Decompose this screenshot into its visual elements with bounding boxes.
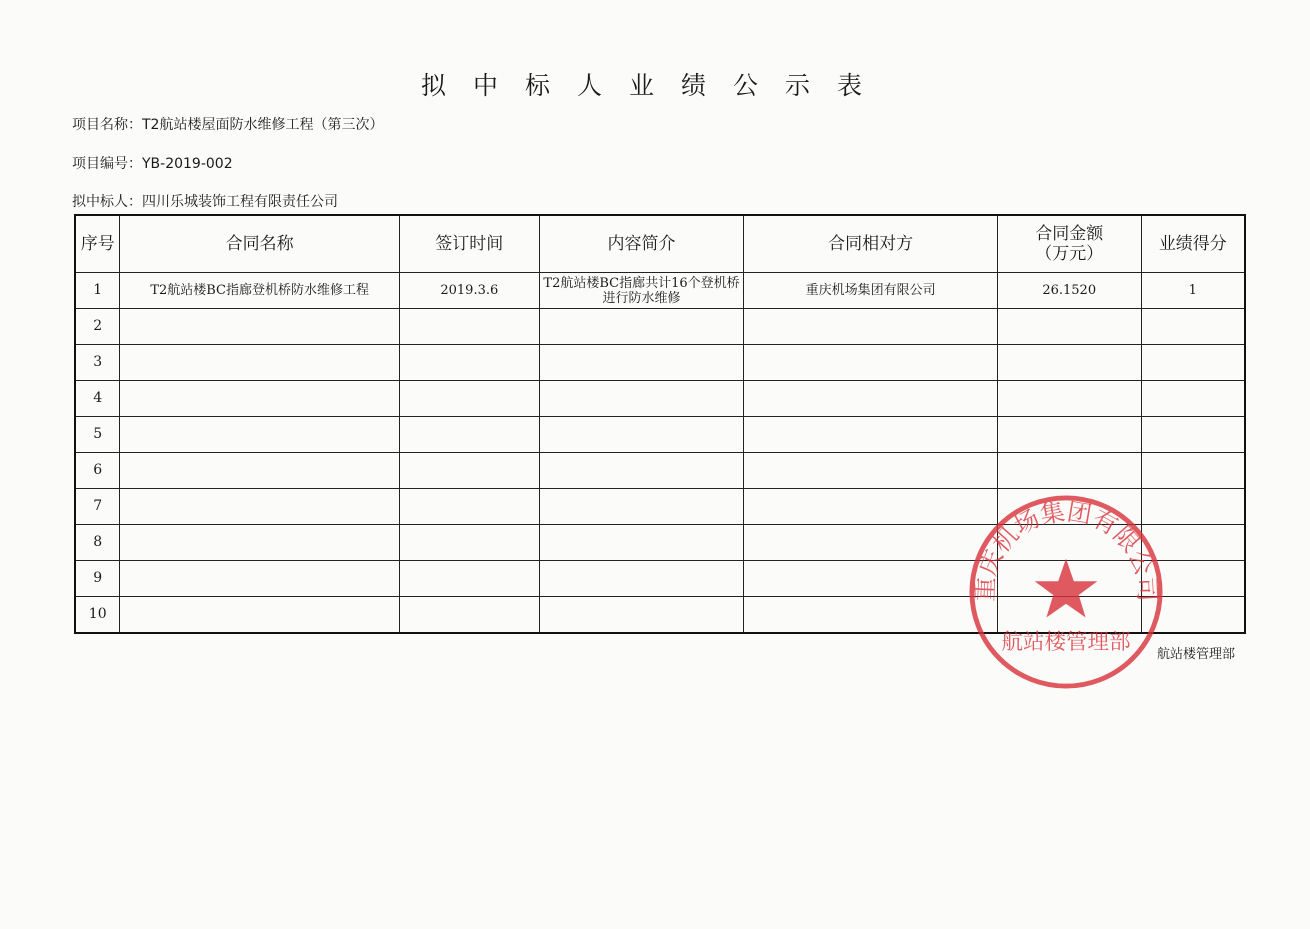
cell-sign-date [399,345,539,381]
header-sign-date: 签订时间 [399,215,539,273]
cell-no: 10 [75,597,120,634]
cell-score [1141,417,1245,453]
cell-contract-name [120,561,399,597]
cell-counterparty [744,309,998,345]
cell-score: 1 [1141,273,1245,309]
cell-contract-name: T2航站楼BC指廊登机桥防水维修工程 [120,273,399,309]
cell-no: 7 [75,489,120,525]
cell-no: 2 [75,309,120,345]
cell-counterparty [744,453,998,489]
cell-score [1141,309,1245,345]
cell-sign-date [399,525,539,561]
cell-contract-name [120,489,399,525]
cell-amount [997,417,1141,453]
table-row [75,417,1245,453]
cell-score [1141,453,1245,489]
cell-content [539,597,744,634]
official-seal [968,494,1164,690]
seal-inner-text: 航站楼管理部 [1001,629,1131,655]
header-contract-name: 合同名称 [120,215,399,273]
cell-sign-date [399,453,539,489]
cell-no: 6 [75,453,120,489]
cell-no: 1 [75,273,120,309]
cell-sign-date [399,417,539,453]
cell-amount [997,453,1141,489]
project-no-value: YB-2019-002 [142,156,233,172]
cell-content [539,309,744,345]
cell-score [1141,381,1245,417]
document-title: 拟中标人业绩公示表 [420,71,889,100]
cell-no: 4 [75,381,120,417]
cell-counterparty [744,525,998,561]
cell-contract-name [120,417,399,453]
seal-outer-text: 重庆机场集团有限公司 [970,496,1162,603]
cell-counterparty [744,561,998,597]
header-content: 内容简介 [539,215,744,273]
cell-amount: 26.1520 [997,273,1141,309]
cell-contract-name [120,381,399,417]
cell-contract-name [120,309,399,345]
cell-contract-name [120,525,399,561]
header-amount: 合同金额 （万元） [997,215,1141,273]
bidder-label: 拟中标人： [72,194,142,210]
cell-counterparty [744,489,998,525]
cell-sign-date: 2019.3.6 [399,273,539,309]
table-row [75,345,1245,381]
cell-content [539,381,744,417]
cell-counterparty [744,345,998,381]
cell-content [539,525,744,561]
project-name-label: 项目名称： [72,117,142,133]
cell-content [539,561,744,597]
cell-amount [997,345,1141,381]
project-name-line [72,114,383,134]
star-icon [1035,559,1098,618]
header-no: 序号 [75,215,120,273]
cell-sign-date [399,381,539,417]
cell-content [539,345,744,381]
table-row [75,381,1245,417]
cell-content [539,489,744,525]
cell-counterparty: 重庆机场集团有限公司 [744,273,998,309]
cell-sign-date [399,489,539,525]
cell-no: 8 [75,525,120,561]
cell-no: 9 [75,561,120,597]
header-counterparty: 合同相对方 [744,215,998,273]
cell-amount [997,381,1141,417]
signature-text: 航站楼管理部 [1157,647,1236,662]
cell-counterparty [744,381,998,417]
table-header-row [75,215,1245,273]
bidder-line [72,191,338,211]
cell-contract-name [120,597,399,634]
cell-content [539,453,744,489]
table-row [75,309,1245,345]
project-no-label: 项目编号： [72,156,142,172]
cell-content: T2航站楼BC指廊共计16个登机桥进行防水维修 [539,273,744,309]
cell-counterparty [744,417,998,453]
cell-score [1141,345,1245,381]
cell-sign-date [399,597,539,634]
cell-counterparty [744,597,998,634]
cell-sign-date [399,561,539,597]
cell-no: 5 [75,417,120,453]
table-row [75,453,1245,489]
project-no-line [72,153,233,173]
cell-content [539,417,744,453]
cell-no: 3 [75,345,120,381]
cell-contract-name [120,345,399,381]
cell-amount [997,309,1141,345]
project-name-value: T2航站楼屋面防水维修工程（第三次） [142,117,384,133]
header-score: 业绩得分 [1141,215,1245,273]
cell-contract-name [120,453,399,489]
table-row [75,273,1245,309]
cell-sign-date [399,309,539,345]
bidder-value: 四川乐城装饰工程有限责任公司 [142,194,338,210]
